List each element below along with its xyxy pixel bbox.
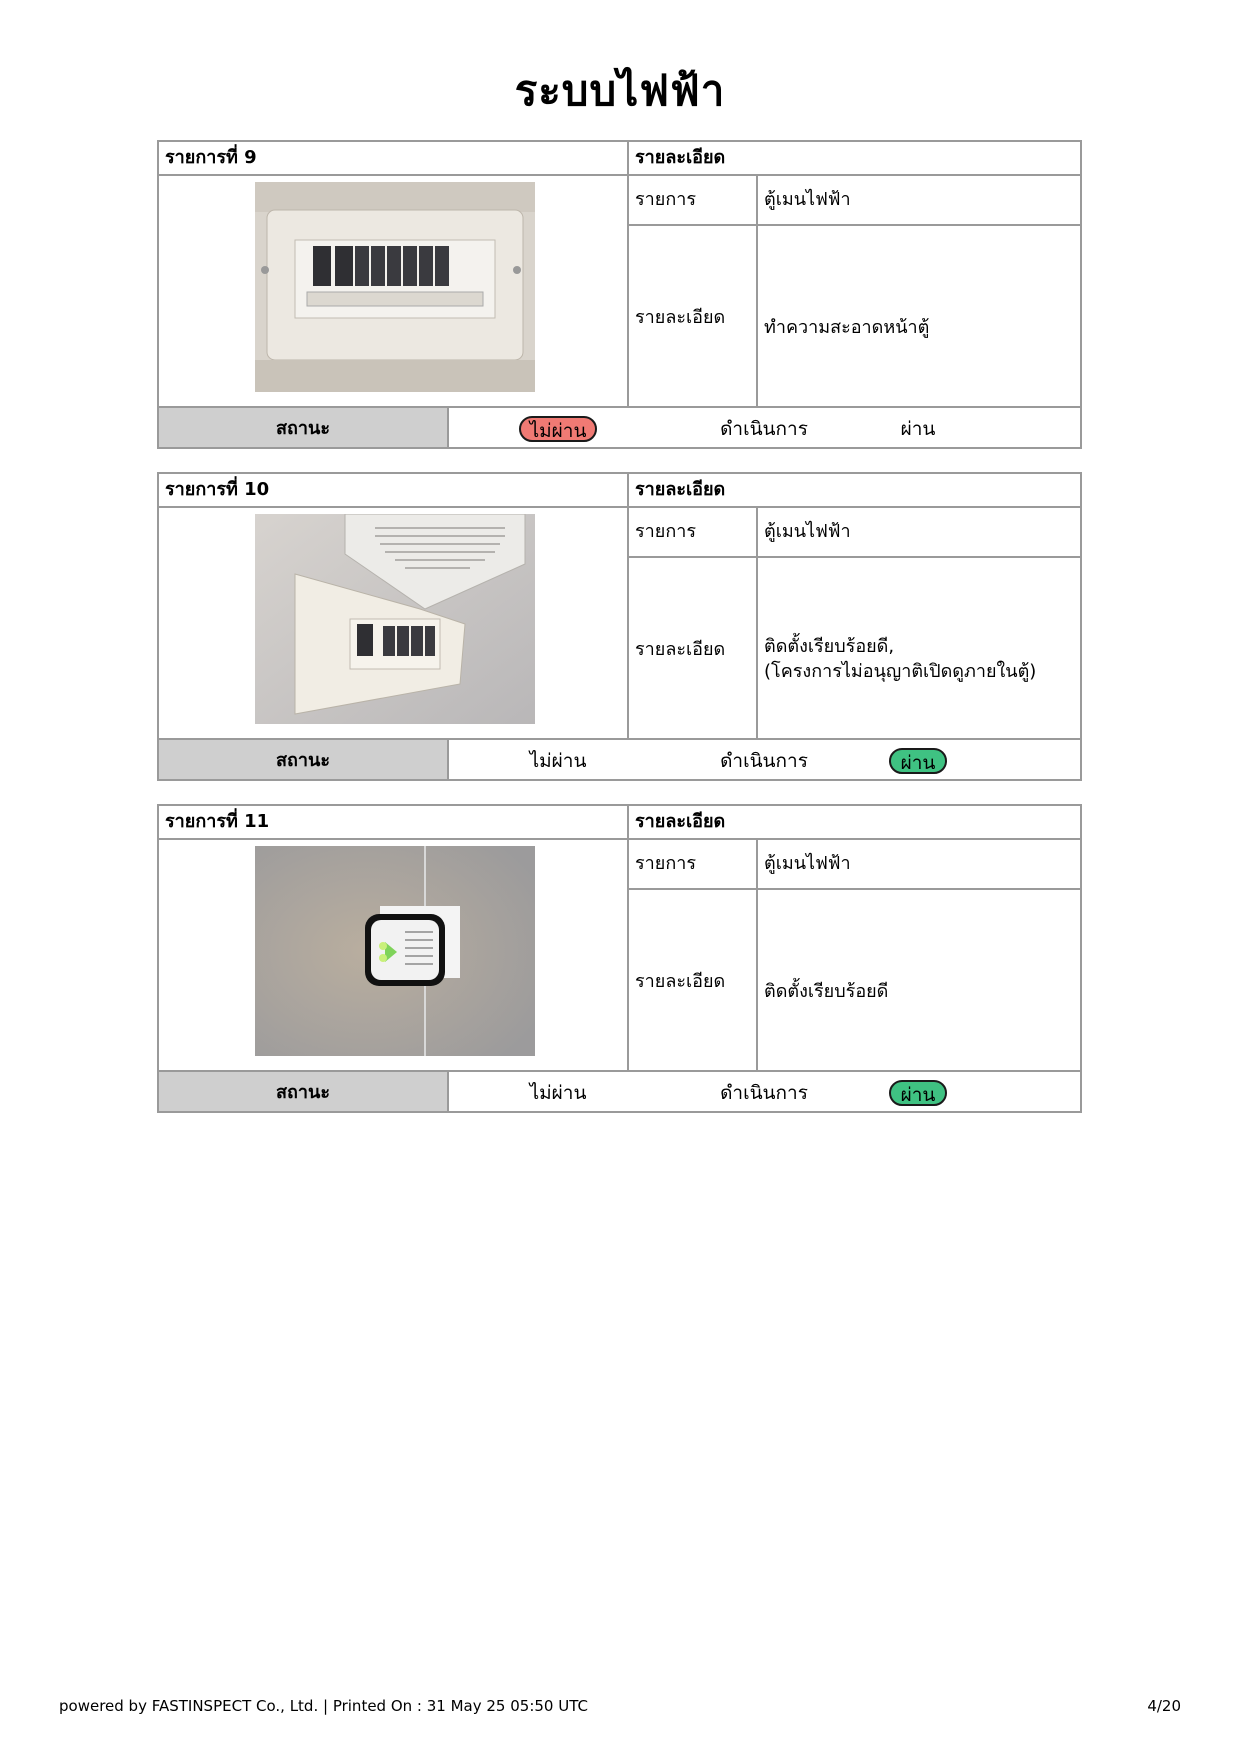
page-title: ระบบไฟฟ้า <box>514 66 726 115</box>
status-pass-option[interactable]: ผ่าน <box>889 1080 947 1106</box>
inspection-photo[interactable] <box>255 846 535 1056</box>
status-label: สถานะ <box>159 408 449 447</box>
detail-header: รายละเอียด <box>629 474 1080 508</box>
status-label: สถานะ <box>159 740 449 779</box>
detail-header: รายละเอียด <box>629 142 1080 176</box>
footer-credit: powered by FASTINSPECT Co., Ltd. | Printed On : 31 May 25 05:50 UTC <box>59 1697 588 1715</box>
status-in-progress-option[interactable]: ดำเนินการ <box>720 750 808 772</box>
status-label: สถานะ <box>159 1072 449 1111</box>
inspection-card-11 <box>157 804 1082 1113</box>
status-in-progress-option[interactable]: ดำเนินการ <box>720 418 808 440</box>
status-pass-option[interactable]: ผ่าน <box>889 748 947 774</box>
status-in-progress-option[interactable]: ดำเนินการ <box>720 1082 808 1104</box>
detail-label: รายละเอียด <box>629 890 758 1070</box>
photo-cell <box>159 840 629 1070</box>
item-label: รายการ <box>629 508 758 558</box>
item-value: ตู้เมนไฟฟ้า <box>758 508 1080 558</box>
detail-value: ทำความสะอาดหน้าตู้ <box>764 316 930 338</box>
detail-value: ติดตั้งเรียบร้อยดี <box>764 980 889 1002</box>
item-label: รายการ <box>629 840 758 890</box>
status-row <box>159 1070 1080 1111</box>
item-title: รายการที่ 9 <box>159 142 629 176</box>
detail-label: รายละเอียด <box>629 558 758 738</box>
inspection-card-10 <box>157 472 1082 781</box>
breaker-panel-photo <box>255 182 535 392</box>
detail-label: รายละเอียด <box>629 226 758 406</box>
item-value: ตู้เมนไฟฟ้า <box>758 840 1080 890</box>
status-row <box>159 406 1080 447</box>
item-title: รายการที่ 10 <box>159 474 629 508</box>
breaker-panel-open-photo <box>255 514 535 724</box>
status-fail-option[interactable]: ไม่ผ่าน <box>529 1082 587 1104</box>
inspection-card-9 <box>157 140 1082 449</box>
item-label: รายการ <box>629 176 758 226</box>
detail-value: ติดตั้งเรียบร้อยดี, (โครงการไม่อนุญาติเปิดดูภายในตู้) <box>764 636 1037 682</box>
inspection-photo[interactable] <box>255 514 535 724</box>
status-fail-option[interactable]: ไม่ผ่าน <box>519 416 597 442</box>
photo-cell <box>159 176 629 406</box>
status-row <box>159 738 1080 779</box>
status-pass-option[interactable]: ผ่าน <box>900 418 936 440</box>
outlet-tester-photo <box>255 846 535 1056</box>
photo-cell <box>159 508 629 738</box>
detail-header: รายละเอียด <box>629 806 1080 840</box>
status-fail-option[interactable]: ไม่ผ่าน <box>529 750 587 772</box>
page-number: 4/20 <box>1147 1697 1181 1715</box>
inspection-photo[interactable] <box>255 182 535 392</box>
item-title: รายการที่ 11 <box>159 806 629 840</box>
item-value: ตู้เมนไฟฟ้า <box>758 176 1080 226</box>
